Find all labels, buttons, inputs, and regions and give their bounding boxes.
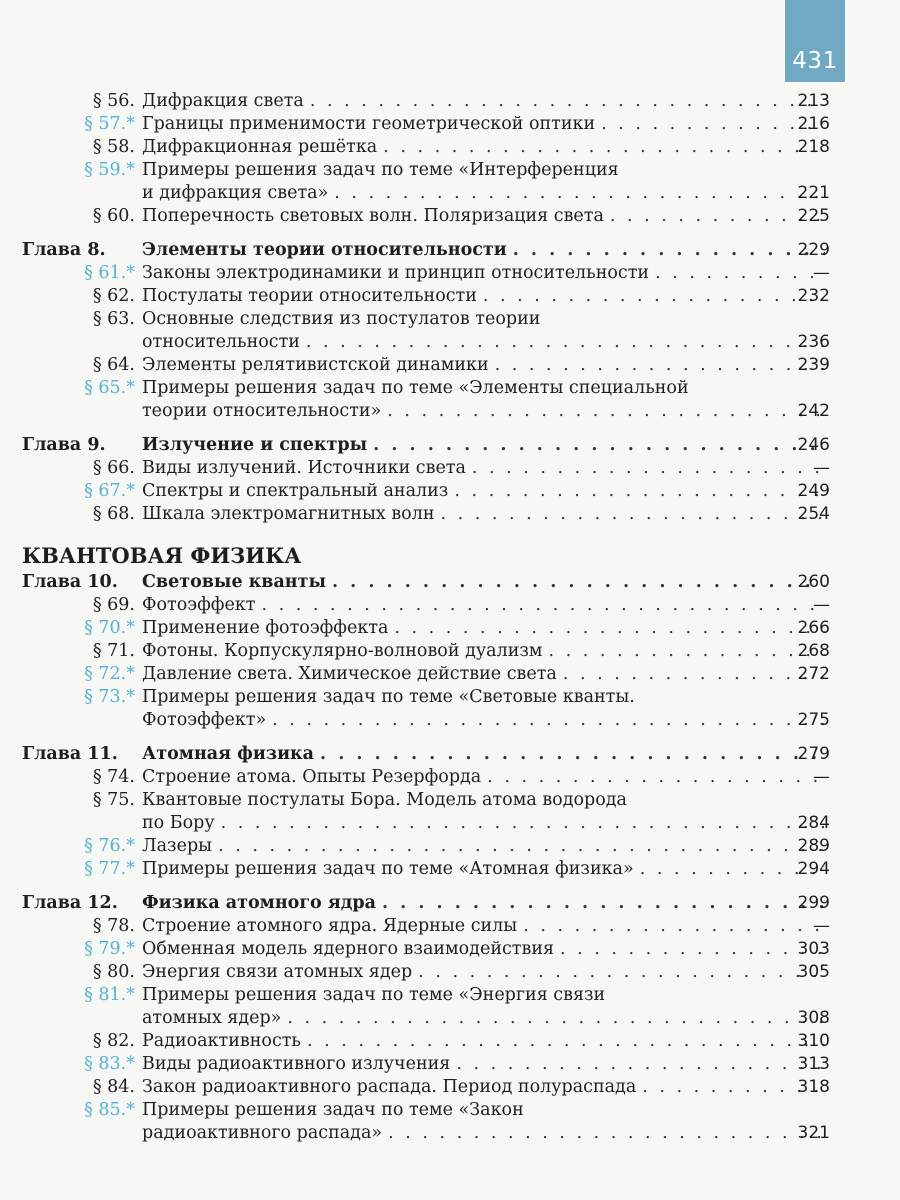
- toc-entry-row: [0, 984, 900, 1007]
- section-number: § 59.*: [84, 160, 135, 180]
- section-number: § 73.*: [84, 687, 135, 707]
- page-ref: 266: [797, 618, 830, 638]
- entry-title: [142, 640, 825, 663]
- toc-entry-row: [0, 617, 900, 640]
- section-number: § 74.: [92, 767, 135, 787]
- section-number: § 71.: [92, 641, 135, 661]
- toc-entry-row: [0, 308, 900, 331]
- entry-title-text: Основные следствия из постулатов теории: [142, 309, 541, 329]
- chapter-number: Глава 12.: [22, 893, 118, 913]
- section-spacer: [0, 526, 900, 537]
- page-ref: 313: [797, 1054, 830, 1074]
- toc-entry-row: [0, 136, 900, 159]
- dot-leader: [310, 90, 825, 113]
- page-ref: 225: [797, 206, 830, 226]
- toc-entry-row: [0, 480, 900, 503]
- dot-leader: [601, 113, 825, 136]
- dot-leader: [306, 331, 825, 354]
- entry-title: [142, 1099, 825, 1122]
- section-spacer: [0, 881, 900, 892]
- entry-title-text: Примеры решения задач по теме «Закон: [142, 1100, 524, 1120]
- entry-title: [142, 594, 825, 617]
- page-ref: —: [813, 263, 830, 283]
- chapter-title: [142, 434, 825, 457]
- dot-leader: [383, 136, 825, 159]
- chapter-number: Глава 9.: [22, 435, 106, 455]
- entry-title-text: Радиоактивность: [142, 1031, 301, 1051]
- entry-title: [142, 915, 825, 938]
- entry-title: [142, 858, 825, 881]
- chapter-row: [0, 239, 900, 262]
- chapter-row: [0, 892, 900, 915]
- chapter-row: [0, 434, 900, 457]
- dot-leader: [487, 766, 825, 789]
- section-spacer: [0, 423, 900, 434]
- entry-title-text: Физика атомного ядра: [142, 893, 376, 913]
- page-ref: 221: [797, 183, 830, 203]
- dot-leader: [388, 1122, 825, 1145]
- page-ref: 229: [797, 240, 830, 260]
- dot-leader: [441, 503, 825, 526]
- toc-entry-row: [0, 503, 900, 526]
- section-number: § 61.*: [84, 263, 135, 283]
- chapter-number: Глава 8.: [22, 240, 106, 260]
- entry-title: [142, 812, 825, 835]
- section-number: § 70.*: [84, 618, 135, 638]
- entry-title-text: Поперечность световых волн. Поляризация света: [142, 206, 604, 226]
- entry-title-text: Дифракция света: [142, 91, 304, 111]
- entry-title-text: Закон радиоактивного распада. Период полураспада: [142, 1077, 637, 1097]
- toc-entry-row: [0, 858, 900, 881]
- section-number: § 79.*: [84, 939, 135, 959]
- dot-leader: [655, 262, 825, 285]
- section-number: § 68.: [92, 504, 135, 524]
- dot-leader: [513, 239, 825, 262]
- toc-entry-row: [0, 766, 900, 789]
- entry-title-text: Световые кванты: [142, 572, 326, 592]
- toc-entry-row: [0, 640, 900, 663]
- entry-title-text: Шкала электромагнитных волн: [142, 504, 435, 524]
- section-number: § 62.: [92, 286, 135, 306]
- page-ref: 318: [797, 1077, 830, 1097]
- page-ref: 308: [797, 1008, 830, 1028]
- dot-leader: [560, 938, 825, 961]
- page-ref: 294: [797, 859, 830, 879]
- section-number: § 81.*: [84, 985, 135, 1005]
- dot-leader: [523, 915, 825, 938]
- toc-entry-row: [0, 331, 900, 354]
- toc-entry-row: [0, 961, 900, 984]
- toc-entry-row: [0, 1122, 900, 1145]
- dot-leader: [307, 1030, 825, 1053]
- dot-leader: [387, 400, 825, 423]
- entry-title: [142, 1076, 825, 1099]
- page-ref: 275: [797, 710, 830, 730]
- entry-title-text: Фотоэффект: [142, 595, 256, 615]
- part-heading: КВАНТОВАЯ ФИЗИКА: [22, 543, 302, 568]
- section-number: § 75.: [92, 790, 135, 810]
- chapter-title: [142, 571, 825, 594]
- toc-entry-row: [0, 205, 900, 228]
- dot-leader: [456, 1053, 825, 1076]
- page-ref: 299: [797, 893, 830, 913]
- page-ref: 236: [797, 332, 830, 352]
- entry-title-text: Виды излучений. Источники света: [142, 458, 466, 478]
- page-ref: 321: [797, 1123, 830, 1143]
- chapter-title: [142, 239, 825, 262]
- section-number: § 69.: [92, 595, 135, 615]
- section-number: § 82.: [92, 1031, 135, 1051]
- toc-entry-row: [0, 285, 900, 308]
- section-number: § 76.*: [84, 836, 135, 856]
- toc-entry-row: [0, 377, 900, 400]
- page-ref: 305: [797, 962, 830, 982]
- chapter-row: [0, 571, 900, 594]
- entry-title-text: атомных ядер»: [142, 1008, 282, 1028]
- dot-leader: [563, 663, 825, 686]
- entry-title: [142, 1053, 825, 1076]
- entry-title: [142, 503, 825, 526]
- entry-title-text: радиоактивного распада»: [142, 1123, 383, 1143]
- dot-leader: [332, 571, 825, 594]
- page-ref: 260: [797, 572, 830, 592]
- page-ref: 232: [797, 286, 830, 306]
- section-number: § 83.*: [84, 1054, 135, 1074]
- entry-title: [142, 159, 825, 182]
- entry-title-text: Элементы релятивистской динамики: [142, 355, 489, 375]
- section-number: § 78.: [92, 916, 135, 936]
- section-spacer: [0, 732, 900, 743]
- entry-title: [142, 617, 825, 640]
- entry-title-text: Квантовые постулаты Бора. Модель атома водорода: [142, 790, 627, 810]
- dot-leader: [472, 457, 825, 480]
- entry-title-text: Элементы теории относительности: [142, 240, 507, 260]
- toc-entry-row: [0, 709, 900, 732]
- section-number: § 80.: [92, 962, 135, 982]
- toc-entry-row: [0, 812, 900, 835]
- section-number: § 58.: [92, 137, 135, 157]
- entry-title: [142, 457, 825, 480]
- toc-entry-row: [0, 182, 900, 205]
- entry-title-text: Границы применимости геометрической оптики: [142, 114, 596, 134]
- toc-entry-row: [0, 1099, 900, 1122]
- page-ref: —: [813, 916, 830, 936]
- entry-title: [142, 835, 825, 858]
- entry-title-text: Спектры и спектральный анализ: [142, 481, 449, 501]
- entry-title: [142, 709, 825, 732]
- toc-entry-row: [0, 835, 900, 858]
- toc-entry-row: [0, 938, 900, 961]
- entry-title: [142, 1122, 825, 1145]
- dot-leader: [261, 594, 825, 617]
- entry-title-text: Примеры решения задач по теме «Атомная физика»: [142, 859, 634, 879]
- toc-entry-row: [0, 354, 900, 377]
- entry-title-text: Примеры решения задач по теме «Световые кванты.: [142, 687, 635, 707]
- chapter-number: Глава 10.: [22, 572, 118, 592]
- section-number: § 65.*: [84, 378, 135, 398]
- section-spacer: [0, 228, 900, 239]
- entry-title: [142, 377, 825, 400]
- entry-title: [142, 766, 825, 789]
- section-number: § 84.: [92, 1077, 135, 1097]
- section-number: § 85.*: [84, 1100, 135, 1120]
- entry-title: [142, 136, 825, 159]
- page-number: 431: [792, 48, 838, 74]
- page-ref: 272: [797, 664, 830, 684]
- entry-title: [142, 331, 825, 354]
- dot-leader: [549, 640, 825, 663]
- entry-title: [142, 113, 825, 136]
- toc-entry-row: [0, 1076, 900, 1099]
- toc-entry-row: [0, 1053, 900, 1076]
- toc-entry-row: [0, 400, 900, 423]
- page-ref: 239: [797, 355, 830, 375]
- dot-leader: [221, 812, 825, 835]
- toc-entry-row: [0, 915, 900, 938]
- section-number: § 56.: [92, 91, 135, 111]
- page-ref: 289: [797, 836, 830, 856]
- dot-leader: [483, 285, 825, 308]
- section-number: § 66.: [92, 458, 135, 478]
- page-ref: 279: [797, 744, 830, 764]
- page-ref: 216: [797, 114, 830, 134]
- entry-title-text: Виды радиоактивного излучения: [142, 1054, 451, 1074]
- entry-title-text: Строение атома. Опыты Резерфорда: [142, 767, 482, 787]
- dot-leader: [334, 182, 825, 205]
- section-number: § 77.*: [84, 859, 135, 879]
- page-ref: —: [813, 458, 830, 478]
- entry-title-text: и дифракция света»: [142, 183, 329, 203]
- toc-entry-row: [0, 90, 900, 113]
- dot-leader: [454, 480, 825, 503]
- entry-title: [142, 1030, 825, 1053]
- entry-title: [142, 984, 825, 1007]
- dot-leader: [418, 961, 825, 984]
- dot-leader: [382, 892, 825, 915]
- toc-entry-row: [0, 789, 900, 812]
- entry-title-text: Энергия связи атомных ядер: [142, 962, 413, 982]
- entry-title-text: Примеры решения задач по теме «Энергия связи: [142, 985, 606, 1005]
- page-ref: 303: [797, 939, 830, 959]
- entry-title-text: Строение атомного ядра. Ядерные силы: [142, 916, 518, 936]
- section-number: § 60.: [92, 206, 135, 226]
- toc-entry-row: [0, 457, 900, 480]
- entry-title-text: теории относительности»: [142, 401, 382, 421]
- entry-title-text: относительности: [142, 332, 300, 352]
- chapter-title: [142, 892, 825, 915]
- entry-title: [142, 354, 825, 377]
- entry-title: [142, 400, 825, 423]
- page-number-tab: [785, 0, 845, 82]
- entry-title: [142, 961, 825, 984]
- page-ref: 310: [797, 1031, 830, 1051]
- toc-entry-row: [0, 262, 900, 285]
- entry-title: [142, 182, 825, 205]
- entry-title-text: Лазеры: [142, 836, 213, 856]
- entry-title-text: Давление света. Химическое действие света: [142, 664, 557, 684]
- chapter-row: [0, 743, 900, 766]
- entry-title: [142, 686, 825, 709]
- dot-leader: [495, 354, 825, 377]
- page-ref: 249: [797, 481, 830, 501]
- toc-entry-row: [0, 594, 900, 617]
- dot-leader: [610, 205, 825, 228]
- entry-title: [142, 205, 825, 228]
- section-number: § 63.: [92, 309, 135, 329]
- toc-entry-row: [0, 1007, 900, 1030]
- page-ref: —: [813, 595, 830, 615]
- entry-title-text: Примеры решения задач по теме «Интерференция: [142, 160, 619, 180]
- entry-title: [142, 1007, 825, 1030]
- entry-title: [142, 285, 825, 308]
- entry-title: [142, 789, 825, 812]
- section-number: § 67.*: [84, 481, 135, 501]
- toc-entry-row: [0, 686, 900, 709]
- entry-title: [142, 480, 825, 503]
- entry-title-text: Применение фотоэффекта: [142, 618, 389, 638]
- entry-title-text: Постулаты теории относительности: [142, 286, 477, 306]
- chapter-number: Глава 11.: [22, 744, 118, 764]
- entry-title: [142, 90, 825, 113]
- page-ref: 268: [797, 641, 830, 661]
- page-ref: 284: [797, 813, 830, 833]
- page-ref: 218: [797, 137, 830, 157]
- dot-leader: [320, 743, 825, 766]
- entry-title-text: Излучение и спектры: [142, 435, 368, 455]
- dot-leader: [287, 1007, 825, 1030]
- dot-leader: [218, 835, 825, 858]
- page-ref: —: [813, 767, 830, 787]
- entry-title-text: Фотоны. Корпускулярно-волновой дуализм: [142, 641, 543, 661]
- entry-title-text: Фотоэффект»: [142, 710, 267, 730]
- entry-title: [142, 938, 825, 961]
- dot-leader: [272, 709, 825, 732]
- entry-title-text: Законы электродинамики и принцип относительности: [142, 263, 650, 283]
- entry-title-text: по Бору: [142, 813, 215, 833]
- entry-title: [142, 262, 825, 285]
- section-number: § 72.*: [84, 664, 135, 684]
- toc-entry-row: [0, 1030, 900, 1053]
- table-of-contents: [0, 90, 900, 1145]
- dot-leader: [394, 617, 825, 640]
- page-ref: 213: [797, 91, 830, 111]
- section-number: § 57.*: [84, 114, 135, 134]
- toc-entry-row: [0, 663, 900, 686]
- entry-title-text: Примеры решения задач по теме «Элементы специальной: [142, 378, 689, 398]
- section-number: § 64.: [92, 355, 135, 375]
- entry-title: [142, 663, 825, 686]
- page-ref: 254: [797, 504, 830, 524]
- page-ref: 246: [797, 435, 830, 455]
- dot-leader: [373, 434, 825, 457]
- entry-title-text: Дифракционная решётка: [142, 137, 378, 157]
- page-ref: 242: [797, 401, 830, 421]
- entry-title: [142, 308, 825, 331]
- toc-entry-row: [0, 159, 900, 182]
- toc-entry-row: [0, 113, 900, 136]
- chapter-title: [142, 743, 825, 766]
- entry-title-text: Обменная модель ядерного взаимодействия: [142, 939, 555, 959]
- entry-title-text: Атомная физика: [142, 744, 315, 764]
